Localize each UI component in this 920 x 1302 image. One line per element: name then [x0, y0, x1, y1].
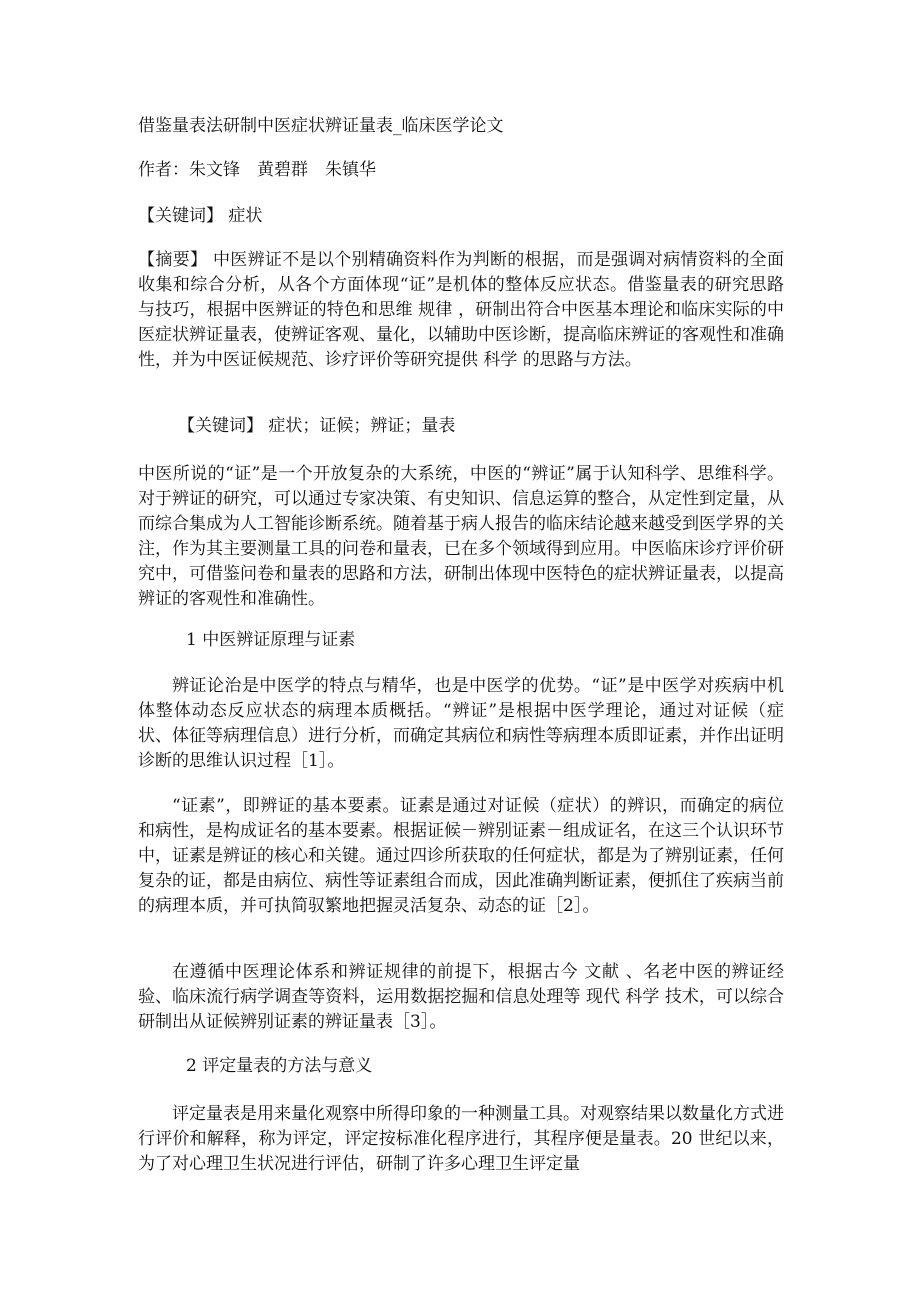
section-2-paragraph-1: 评定量表是用来量化观察中所得印象的一种测量工具。对观察结果以数量化方式进行评价和解释，称为评定，评定按标准化程序进行，其程序便是量表。20 世纪以来，为了对心理卫生状况进行评估，研制了许多心理卫生评定量 — [138, 1104, 784, 1174]
keyword-line-full: 【关键词】 症状；证候；辨证；量表 — [178, 416, 456, 436]
section-1-paragraph-2: “证素”，即辨证的基本要素。证素是通过对证候（症状）的辨识，而确定的病位和病性，是构成证名的基本要素。根据证候－辨别证素－组成证名，在这三个认识环节中，证素是辨证的核心和关键。通过四诊所获取的任何症状，都是为了辨别证素，任何复杂的证，都是由病位、病性等证素组合而成，因此准确判断证素，便抓住了疾病当前的病理本质，并可执简驭繁地把握灵活复杂、动态的证［2］。 — [138, 796, 784, 916]
section-2-heading: 2 评定量表的方法与意义 — [186, 1056, 373, 1076]
document-title: 借鉴量表法研制中医症状辨证量表_临床医学论文 — [138, 116, 504, 136]
section-1-paragraph-3: 在遵循中医理论体系和辨证规律的前提下，根据古今 文献 、名老中医的辨证经验、临床流行病学调查等资料，运用数据挖掘和信息处理等 现代 科学 技术，可以综合研制出从证候辨别证素的辨证量表［3］。 — [138, 962, 784, 1032]
author-line: 作者：朱文锋 黄碧群 朱镇华 — [138, 160, 376, 180]
intro-paragraph: 中医所说的“证”是一个开放复杂的大系统，中医的“辨证”属于认知科学、思维科学。对于辨证的研究，可以通过专家决策、有史知识、信息运算的整合，从定性到定量，从而综合集成为人工智能诊断系统。随着基于病人报告的临床结论越来越受到医学界的关注，作为其主要测量工具的问卷和量表，已在多个领域得到应用。中医临床诊疗评价研究中，可借鉴问卷和量表的思路和方法，研制出体现中医特色的症状辨证量表，以提高辨证的客观性和准确性。 — [138, 464, 784, 609]
section-1-paragraph-1: 辨证论治是中医学的特点与精华，也是中医学的优势。“证”是中医学对疾病中机体整体动态反应状态的病理本质概括。“辨证”是根据中医学理论，通过对证候（症状、体征等病理信息）进行分析，而确定其病位和病性等病理本质即证素，并作出证明诊断的思维认识过程［1］。 — [138, 676, 784, 771]
section-1-heading: 1 中医辨证原理与证素 — [186, 630, 356, 650]
keyword-line-short: 【关键词】 症状 — [138, 206, 263, 226]
abstract-paragraph: 【摘要】 中医辨证不是以个别精确资料作为判断的根据，而是强调对病情资料的全面收集和综合分析，从各个方面体现“证”是机体的整体反应状态。借鉴量表的研究思路与技巧，根据中医辨证的特色和思维 规律 ，研制出符合中医基本理论和临床实际的中医症状辨证量表，使辨证客观、量化，以辅助中医诊断，提高临床辨证的客观性和准确性，并为中医证候规范、诊疗评价等研究提供 科学 的思路与方法。 — [138, 250, 784, 370]
